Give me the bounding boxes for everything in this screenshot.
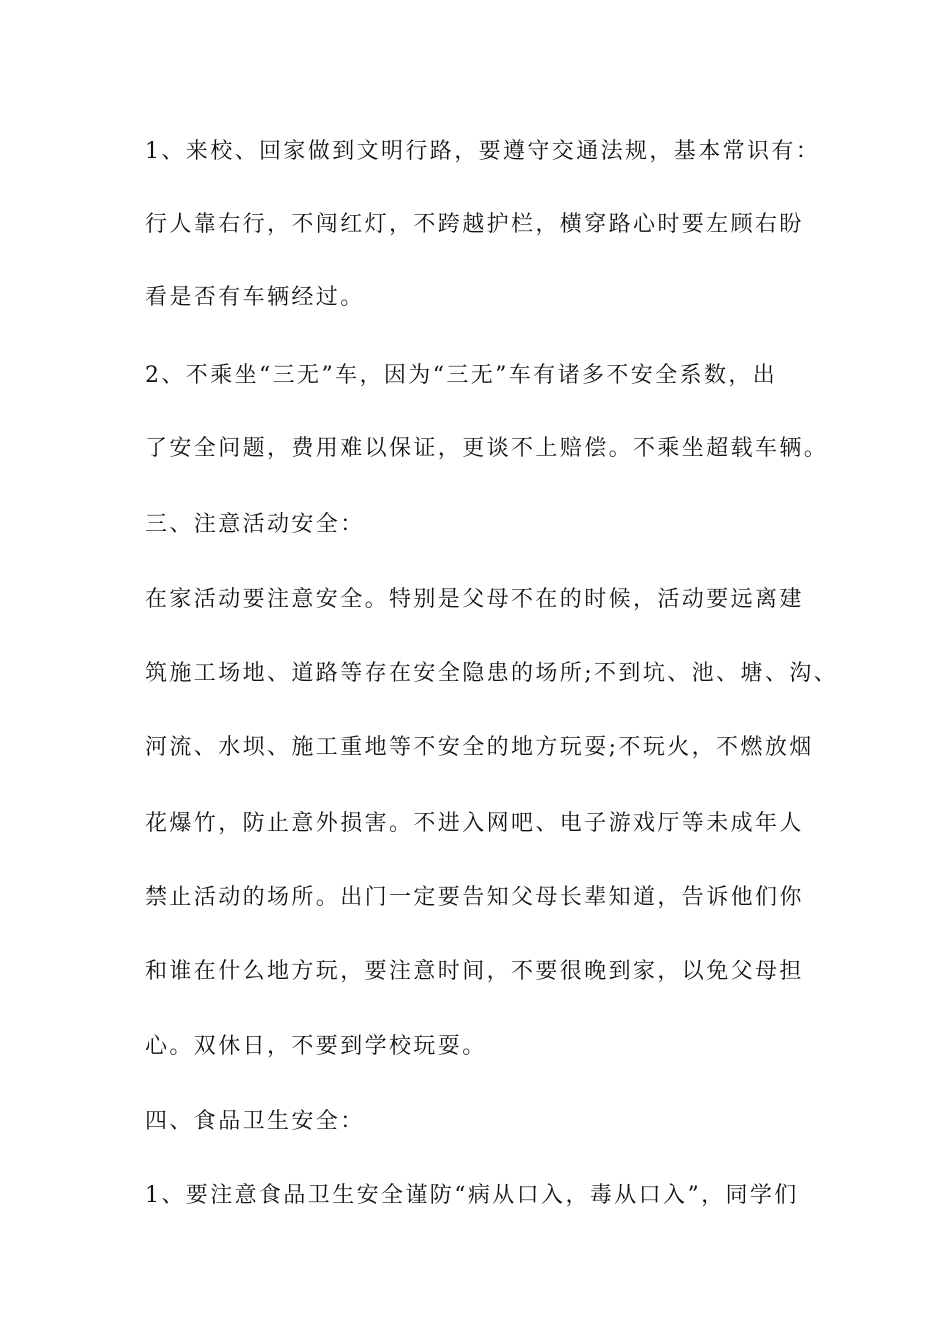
text-line: 行人靠右行，不闯红灯，不跨越护栏，横穿路心时要左顾右盼 <box>145 212 804 237</box>
text-line: 2、不乘坐“三无”车，因为“三无”车有诸多不安全系数，出 <box>145 363 778 388</box>
text-line: 禁止活动的场所。出门一定要告知父母长辈知道，告诉他们你 <box>145 885 804 910</box>
text-line: 1、要注意食品卫生安全谨防“病从口入，毒从口入”，同学们 <box>145 1183 799 1208</box>
text-line: 心。双休日，不要到学校玩耍。 <box>145 1034 487 1059</box>
text-line: 看是否有车辆经过。 <box>145 285 365 310</box>
section-heading: 四、食品卫生安全： <box>145 1109 365 1134</box>
text-line: 1、来校、回家做到文明行路，要遵守交通法规，基本常识有： <box>145 139 821 164</box>
text-line: 和谁在什么地方玩，要注意时间，不要很晚到家，以免父母担 <box>145 959 804 984</box>
section-heading: 三、注意活动安全： <box>145 512 365 537</box>
text-line: 花爆竹，防止意外损害。不进入网吧、电子游戏厅等未成年人 <box>145 811 804 836</box>
text-line: 筑施工场地、道路等存在安全隐患的场所;不到坑、池、塘、沟、 <box>145 661 839 686</box>
text-line: 在家活动要注意安全。特别是父母不在的时候，活动要远离建 <box>145 587 804 612</box>
text-line: 了安全问题，费用难以保证，更谈不上赔偿。不乘坐超载车辆。 <box>145 436 829 461</box>
text-line: 河流、水坝、施工重地等不安全的地方玩耍;不玩火，不燃放烟 <box>145 735 814 760</box>
